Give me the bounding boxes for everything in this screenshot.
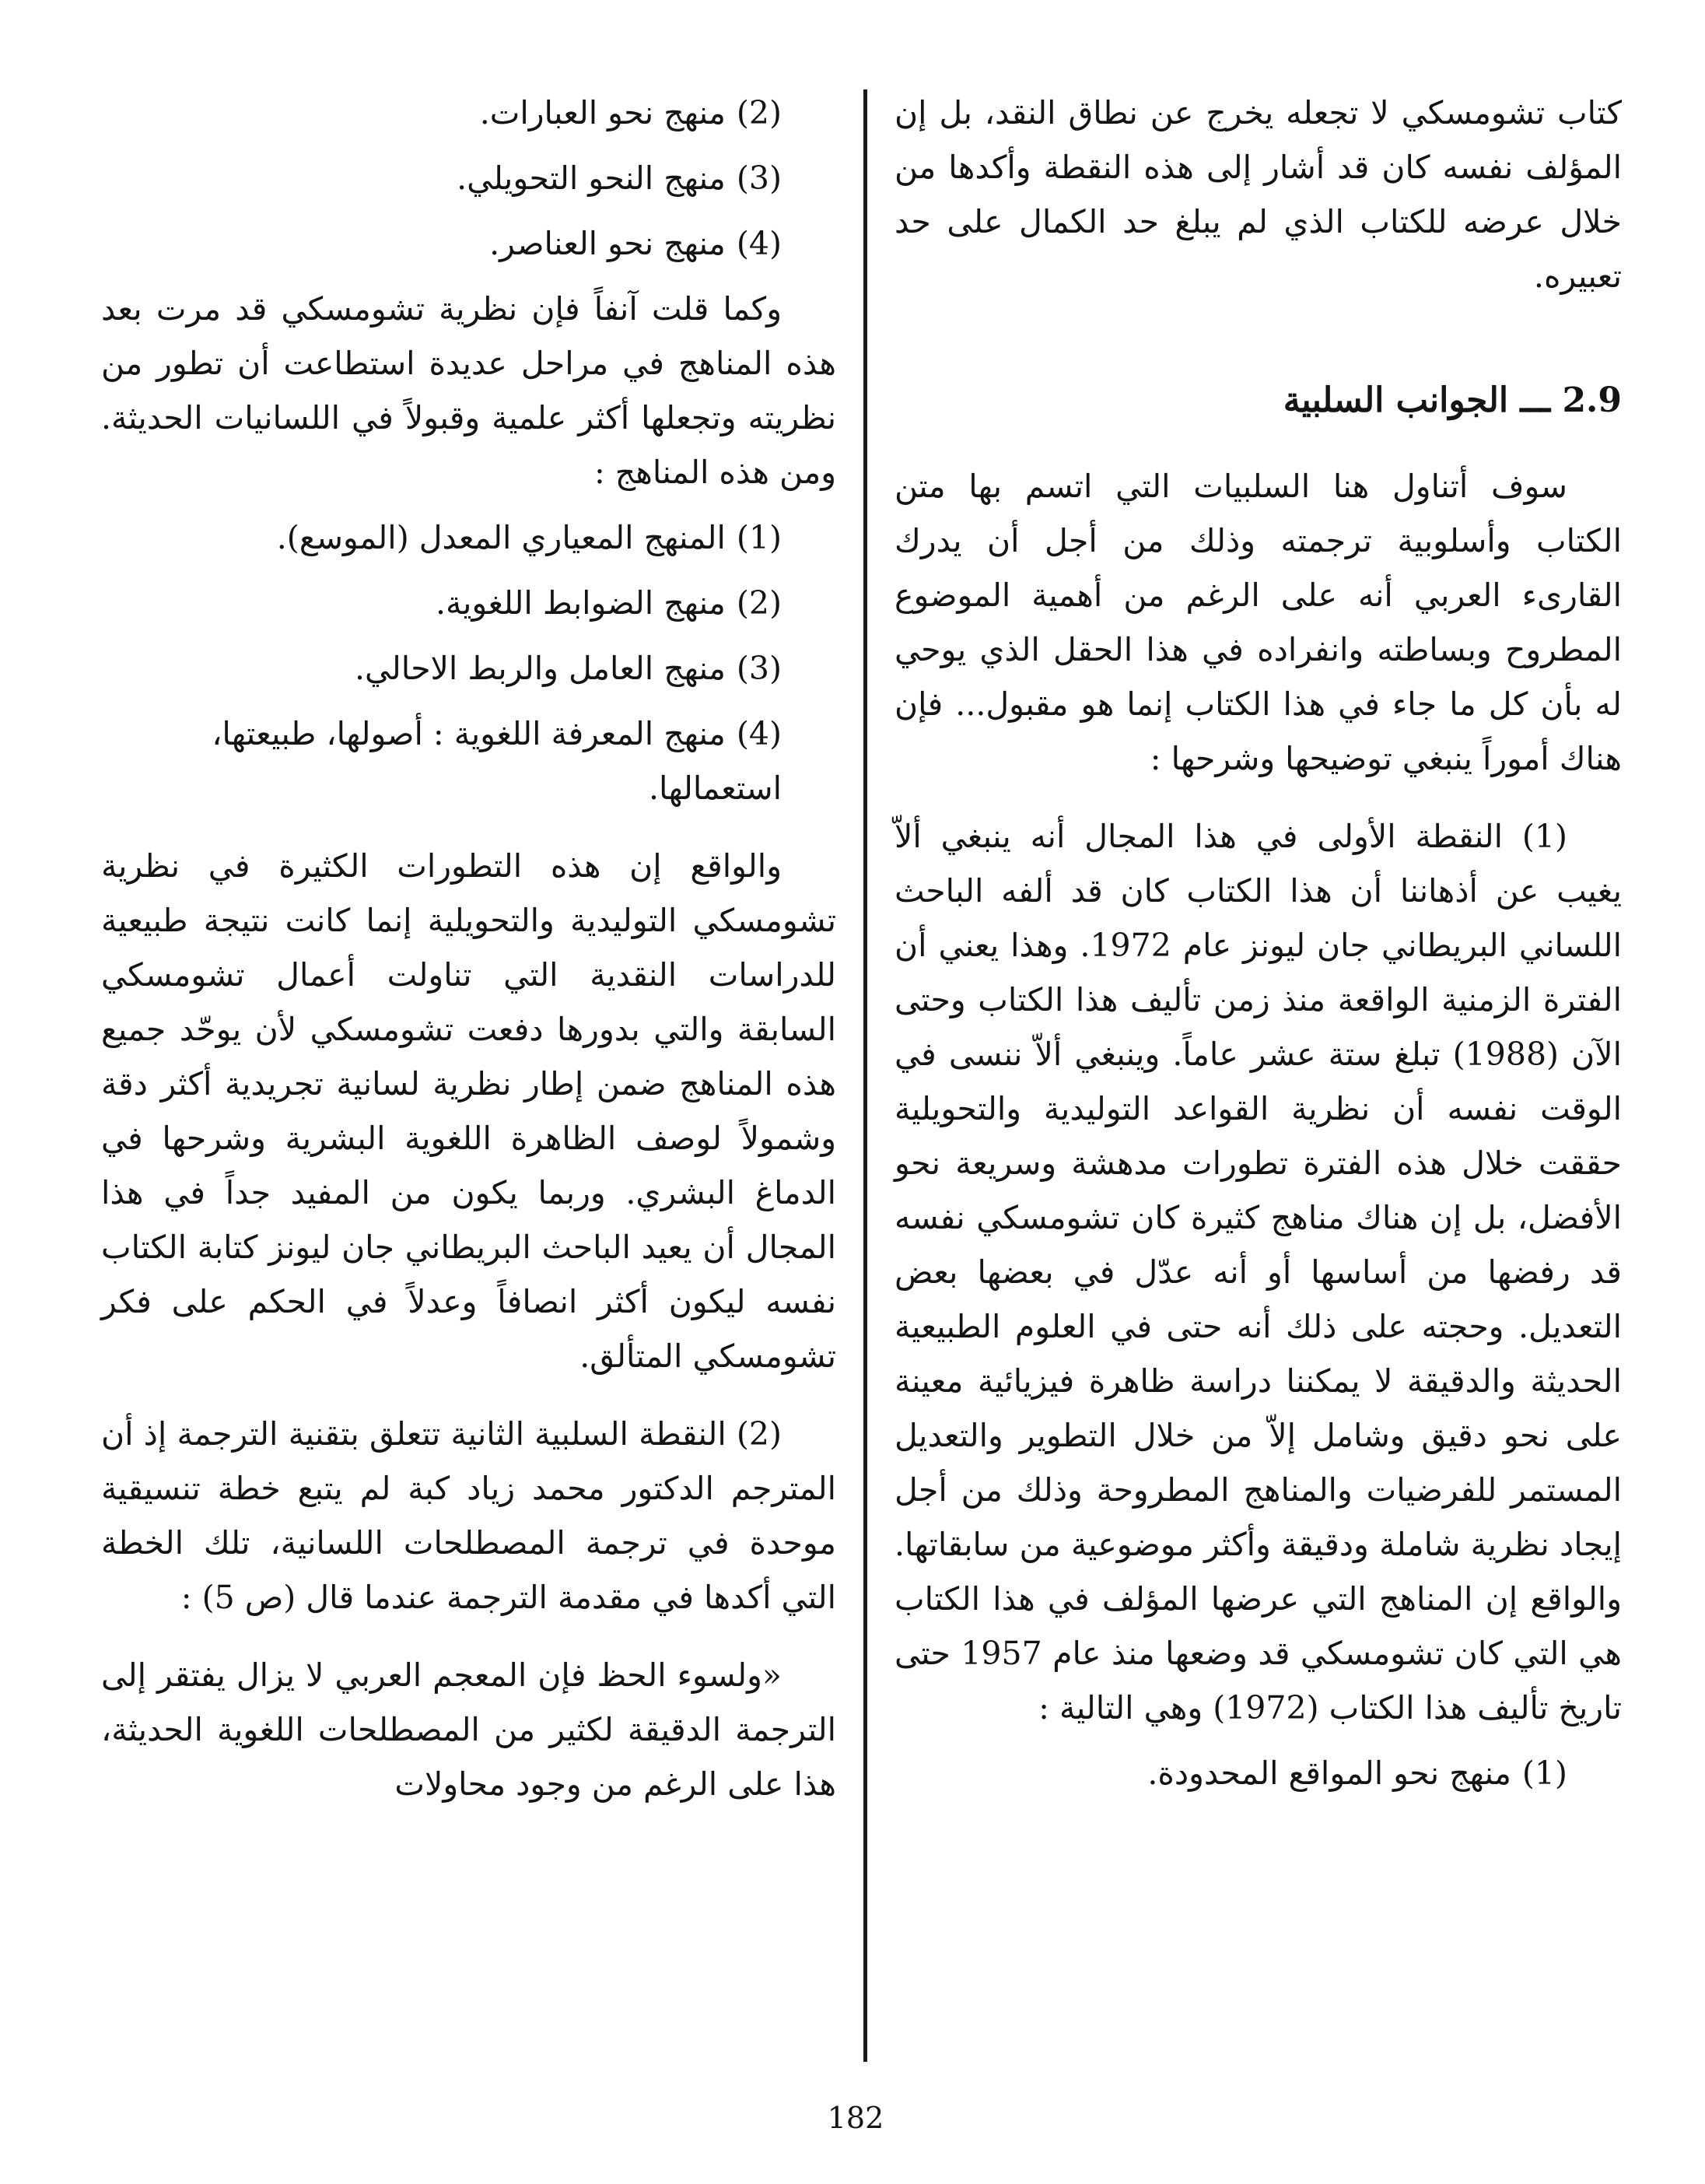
list-item-text: منهج نحو المواقع المحدودة. [1147,1755,1511,1792]
list-item [101,706,836,815]
list-item-number: (2) [736,94,782,131]
list-item-text: منهج العامل والربط الاحالي. [355,650,726,687]
list-item [101,641,836,696]
list-item-text: منهج الضوابط اللغوية. [435,584,726,622]
list-item-number: (4) [736,715,782,752]
quote-paragraph: «ولسوء الحظ فإن المعجم العربي لا يزال يفتقر إلى الترجمة الدقيقة لكثير من المصطلحات اللغوية الحديثة، هذا على الرغم من وجود محاولات [101,1656,836,1803]
list-item-number: (2) [736,584,782,622]
body-paragraph-2: (1) النقطة الأولى في هذا المجال أنه ينبغي ألاّ يغيب عن أذهاننا أن هذا الكتاب كان قد ألفه الباحث اللساني البريطاني جان ليونز عام 1972. وهذا يعني أن الفترة الزمنية الواقعة منذ زمن تأليف هذا الكتاب وحتى الآن (1988) تبلغ ستة عشر عاماً. وينبغي ألاّ ننسى في الوقت نفسه أن نظرية القواعد التوليدية والتحويلية حققت خلال هذه الفترة تطورات مدهشة وسريعة نحو الأفضل، بل إن هناك مناهج كثيرة كان تشومسكي نفسه قد رفضها من أساسها أو أنه عدّل في بعضها بعض التعديل. وحجته على ذلك أنه حتى في العلوم الطبيعية الحديثة والدقيقة لا يمكننا دراسة ظاهرة فيزيائية معينة على نحو دقيق وشامل إلاّ من خلال التطوير والتعديل المستمر للفرضيات والمناهج المطروحة وذلك من أجل إيجاد نظرية شاملة ودقيقة وأكثر موضوعية من سابقاتها. والواقع إن المناهج التي عرضها المؤلف في هذا الكتاب هي التي كان تشومسكي قد وضعها منذ عام 1957 حتى تاريخ تأليف هذا الكتاب (1972) وهي التالية : [895,818,1623,1727]
body-paragraph-1: سوف أتناول هنا السلبيات التي اتسم بها متن الكتاب وأسلوبية ترجمته وذلك من أجل أن يدرك القارىء العربي أنه على الرغم من أهمية الموضوع المطروح وبساطته وانفراده في هذا الحقل الذي يوحي له بأن كل ما جاء في هذا الكتاب إنما هو مقبول... فإن هناك أموراً ينبغي توضيحها وشرحها : [895,468,1622,777]
list-item-text: منهج النحو التحويلي. [457,160,726,197]
left-column [101,86,836,1811]
list-item-number: (3) [736,160,782,197]
list-item-number: (4) [736,225,782,262]
list-item [101,86,836,140]
list-item-text: المنهج المعياري المعدل (الموسع). [276,519,726,556]
list-item [101,510,836,565]
body-paragraph-5: (2) النقطة السلبية الثانية تتعلق بتقنية الترجمة إذ أن المترجم الدكتور محمد زياد كبة لم يتبع خطة تنسيقية موحدة في ترجمة المصطلحات اللسانية، تلك الخطة التي أكدها في مقدمة الترجمة عندما قال (ص 5) : [101,1415,836,1616]
body-paragraph-4: والواقع إن هذه التطورات الكثيرة في نظرية تشومسكي التوليدية والتحويلية إنما كانت نتيجة طبيعية للدراسات النقدية التي تناولت أعمال تشومسكي السابقة والتي بدورها دفعت تشومسكي لأن يوحّد جميع هذه المناهج ضمن إطار نظرية لسانية تجريدية أكثر دقة وشمولاً لوصف الظاهرة اللغوية البشرية وشرحها في الدماغ البشري. وربما يكون من المفيد جداً في هذا المجال أن يعيد الباحث البريطاني جان ليونز كتابة الكتاب نفسه ليكون أكثر انصافاً وعدلاً في الحكم على فكر تشومسكي المتألق. [101,847,836,1375]
list-item [101,151,836,205]
list-item-text: منهج نحو العناصر. [489,225,726,262]
list-item [101,576,836,630]
column-divider [863,89,867,2062]
body-paragraph-3: وكما قلت آنفاً فإن نظرية تشومسكي قد مرت بعد هذه المناهج في مراحل عديدة استطاعت أن تطور من نظريته وتجعلها أكثر علمية وقبولاً في اللسانيات الحديثة. ومن هذه المناهج : [101,290,836,491]
page-number: 182 [827,2101,884,2135]
section-heading: 2.9 ـــ الجوانب السلبية [1283,380,1622,420]
list-item [895,1746,1622,1800]
list-item-number: (1) [736,519,782,556]
list-item-number: (3) [736,650,782,687]
intro-paragraph: كتاب تشومسكي لا تجعله يخرج عن نطاق النقد، بل إن المؤلف نفسه كان قد أشار إلى هذه النقطة وأكدها من خلال عرضه للكتاب الذي لم يبلغ حد الكمال على حد تعبيره. [895,94,1622,295]
list-item [101,216,836,271]
list-item-number: (1) [1521,1755,1567,1792]
list-item-text: منهج المعرفة اللغوية : أصولها، طبيعتها، استعمالها. [212,715,782,807]
list-item-text: منهج نحو العبارات. [479,94,726,131]
right-column [895,86,1622,1811]
